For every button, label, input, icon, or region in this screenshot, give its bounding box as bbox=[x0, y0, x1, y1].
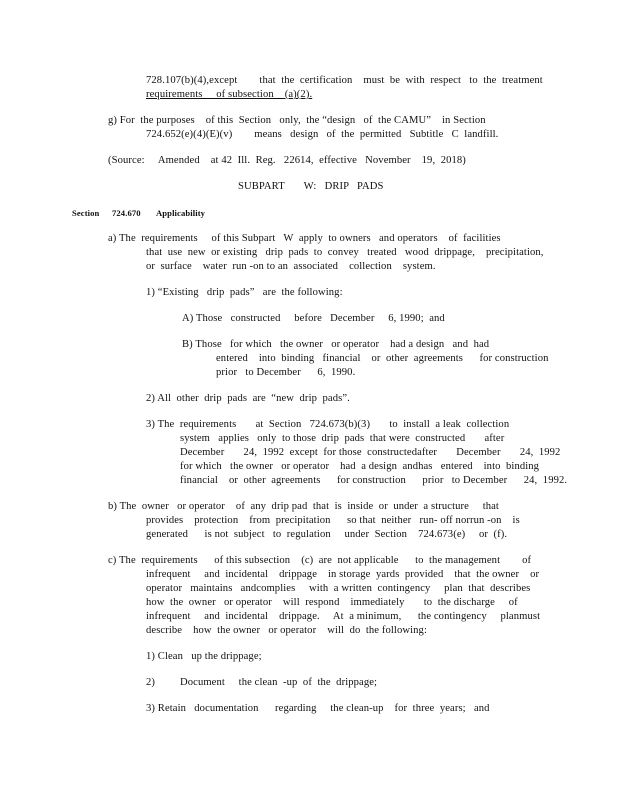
para-g-line-1: g) For the purposes of this Section only, the “design of the CAMU” in Section bbox=[108, 115, 486, 126]
para-c-line-5: infrequent and incidental drippage. At a minimum, the contingency planmust bbox=[146, 611, 541, 622]
para-c2-number: 2) bbox=[146, 677, 156, 688]
para-b-line-2: provides protection from precipitation so that neither run- off norrun -on is bbox=[146, 515, 520, 526]
para-b-line-3: generated is not subject to regulation under Section 724.673(e) or (f). bbox=[146, 529, 508, 540]
para-a3-line-4: for which the owner or operator had a design andhas entered into binding bbox=[180, 461, 540, 472]
para-c1: 1) Clean up the drippage; bbox=[146, 651, 262, 662]
para-c-line-4: how the owner or operator will respond immediately to the discharge of bbox=[146, 597, 518, 608]
para-c-line-2: infrequent and incidental drippage in storage yards provided that the owner or bbox=[146, 569, 540, 580]
para-a-line-1: a) The requirements of this Subpart W apply to owners and operators of facilities bbox=[108, 233, 501, 244]
para-a3-line-3: December 24, 1992 except for those constructedafter December 24, 1992 bbox=[180, 447, 561, 458]
para-c-line-1: c) The requirements of this subsection (c) are not applicable to the management of bbox=[108, 555, 532, 566]
para-c-line-6: describe how the owner or operator will do the following: bbox=[146, 625, 427, 636]
para-a-line-3: or surface water run -on to an associated collection system. bbox=[146, 261, 436, 272]
para-a3-line-2: system applies only to those drip pads that were constructed after bbox=[180, 433, 505, 444]
section-title: Applicability bbox=[156, 208, 206, 218]
section-label: Section bbox=[72, 208, 100, 218]
source-note: (Source: Amended at 42 Ill. Reg. 22614, effective November 19, 2018) bbox=[108, 155, 466, 166]
intro-line-2: requirements of subsection (a)(2). bbox=[146, 89, 313, 100]
para-a3-line-5: financial or other agreements for construction prior to December 24, 1992. bbox=[180, 475, 568, 486]
para-a1B-line-2: entered into binding financial or other agreements for construction bbox=[216, 353, 549, 364]
para-a1B-line-1: B) Those for which the owner or operator had a design and had bbox=[182, 339, 490, 350]
para-a3-line-1: 3) The requirements at Section 724.673(b)(3) to install a leak collection bbox=[146, 419, 510, 430]
para-g-line-2: 724.652(e)(4)(E)(v) means design of the permitted Subtitle C landfill. bbox=[146, 129, 499, 140]
para-c2-text: Document the clean -up of the drippage; bbox=[180, 677, 378, 688]
para-a2: 2) All other drip pads are “new drip pads”. bbox=[146, 393, 350, 404]
para-a-line-2: that use new or existing drip pads to convey treated wood drippage, precipitation, bbox=[146, 247, 544, 258]
para-a1A: A) Those constructed before December 6, 1990; and bbox=[182, 313, 445, 324]
para-a1: 1) “Existing drip pads” are the following: bbox=[146, 287, 343, 298]
para-c3: 3) Retain documentation regarding the clean-up for three years; and bbox=[146, 703, 490, 714]
subpart-title: SUBPART W: DRIP PADS bbox=[238, 181, 384, 192]
para-c-line-3: operator maintains andcomplies with a written contingency plan that describes bbox=[146, 583, 531, 594]
intro-line-1: 728.107(b)(4),except that the certification must be with respect to the treatment bbox=[146, 75, 543, 86]
section-number: 724.670 bbox=[112, 208, 141, 218]
para-a1B-line-3: prior to December 6, 1990. bbox=[216, 367, 356, 378]
para-b-line-1: b) The owner or operator of any drip pad that is inside or under a structure that bbox=[108, 501, 499, 512]
